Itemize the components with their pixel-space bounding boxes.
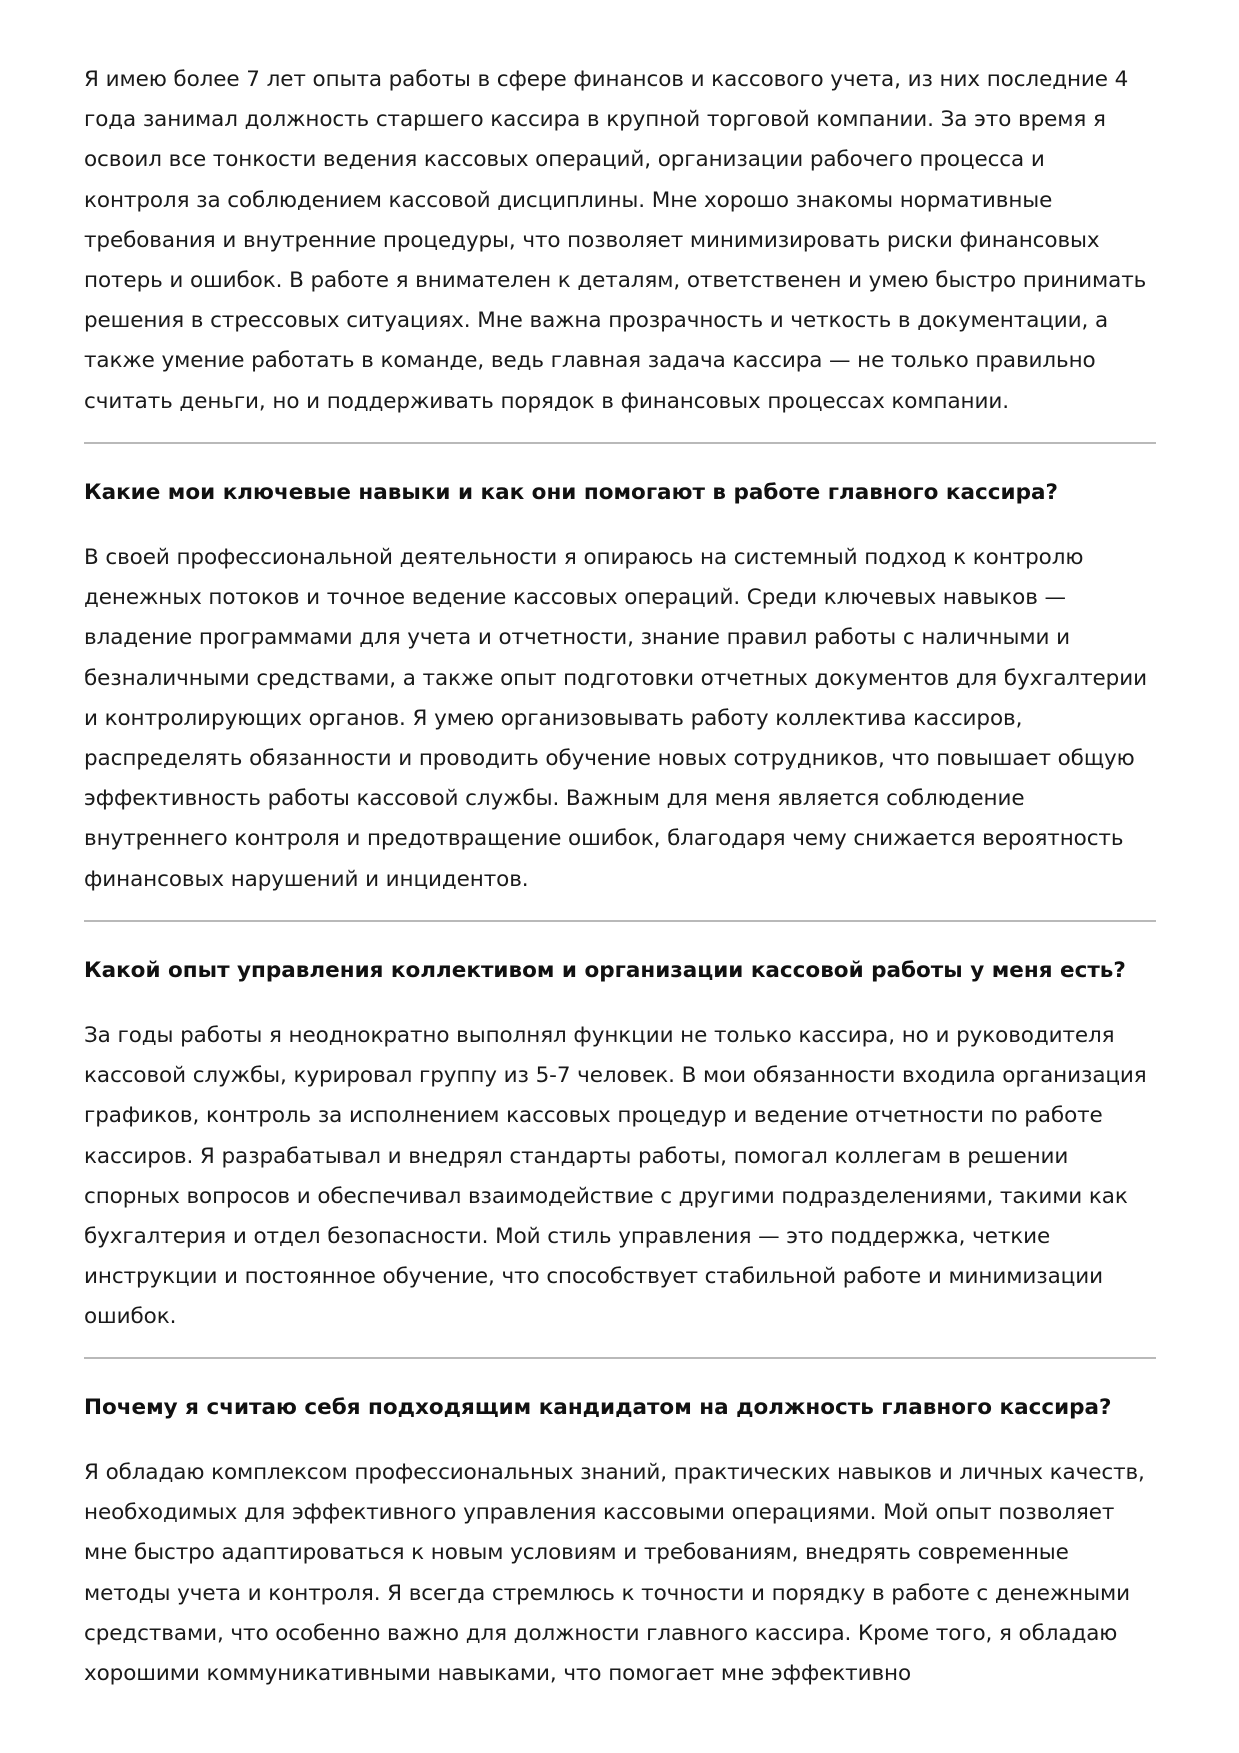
section-paragraph-key-skills: В своей профессиональной деятельности я опираюсь на системный подход к контролю денежных потоков и точное ведение кассовых операций. Среди ключевых навыков — владение программами для учета и отчетности, знание правил работы с наличными и безналичными средствами, а также опыт подготовки отчетных документов для бухгалтерии и контролирующих органов. Я умею организовывать работу коллектива кассиров, распределять обязанности и проводить обучение новых сотрудников, что повышает общую эффективность работы кассовой службы. Важным для меня является соблюдение внутреннего контроля и предотвращение ошибок, благодаря чему снижается вероятность финансовых нарушений и инцидентов. [84, 545, 1147, 892]
section-heading-key-skills: Какие мои ключевые навыки и как они помогают в работе главного кассира? [84, 480, 1058, 505]
section-divider [84, 442, 1156, 444]
section-paragraph-management-experience: За годы работы я неоднократно выполнял функции не только кассира, но и руководителя кассовой службы, курировал группу из 5-7 человек. В мои обязанности входила организация графиков, контроль за исполнением кассовых процедур и ведение отчетности по работе кассиров. Я разрабатывал и внедрял стандарты работы, помогал коллегам в решении спорных вопросов и обеспечивал взаимодействие с другими подразделениями, такими как бухгалтерия и отдел безопасности. Мой стиль управления — это поддержка, четкие инструкции и постоянное обучение, что способствует стабильной работе и минимизации ошибок. [84, 1023, 1147, 1330]
section-paragraph-suitable-candidate: Я обладаю комплексом профессиональных знаний, практических навыков и личных качеств, необходимых для эффективного управления кассовыми операциями. Мой опыт позволяет мне быстро адаптироваться к новым условиям и требованиям, внедрять современные методы учета и контроля. Я всегда стремлюсь к точности и порядку в работе с денежными средствами, что особенно важно для должности главного кассира. Кроме того, я обладаю хорошими коммуникативными навыками, что помогает мне эффективно [84, 1460, 1145, 1687]
section-divider [84, 920, 1156, 922]
section-heading-management-experience: Какой опыт управления коллективом и организации кассовой работы у меня есть? [84, 958, 1126, 983]
intro-paragraph: Я имею более 7 лет опыта работы в сфере финансов и кассового учета, из них последние 4 года занимал должность старшего кассира в крупной торговой компании. За это время я освоил все тонкости ведения кассовых операций, организации рабочего процесса и контроля за соблюдением кассовой дисциплины. Мне хорошо знакомы нормативные требования и внутренние процедуры, что позволяет минимизировать риски финансовых потерь и ошибок. В работе я внимателен к деталям, ответственен и умею быстро принимать решения в стрессовых ситуациях. Мне важна прозрачность и четкость в документации, а также умение работать в команде, ведь главная задача кассира — не только правильно считать деньги, но и поддерживать порядок в финансовых процессах компании. [84, 67, 1147, 414]
section-heading-suitable-candidate: Почему я считаю себя подходящим кандидатом на должность главного кассира? [84, 1395, 1112, 1420]
section-divider [84, 1357, 1156, 1359]
